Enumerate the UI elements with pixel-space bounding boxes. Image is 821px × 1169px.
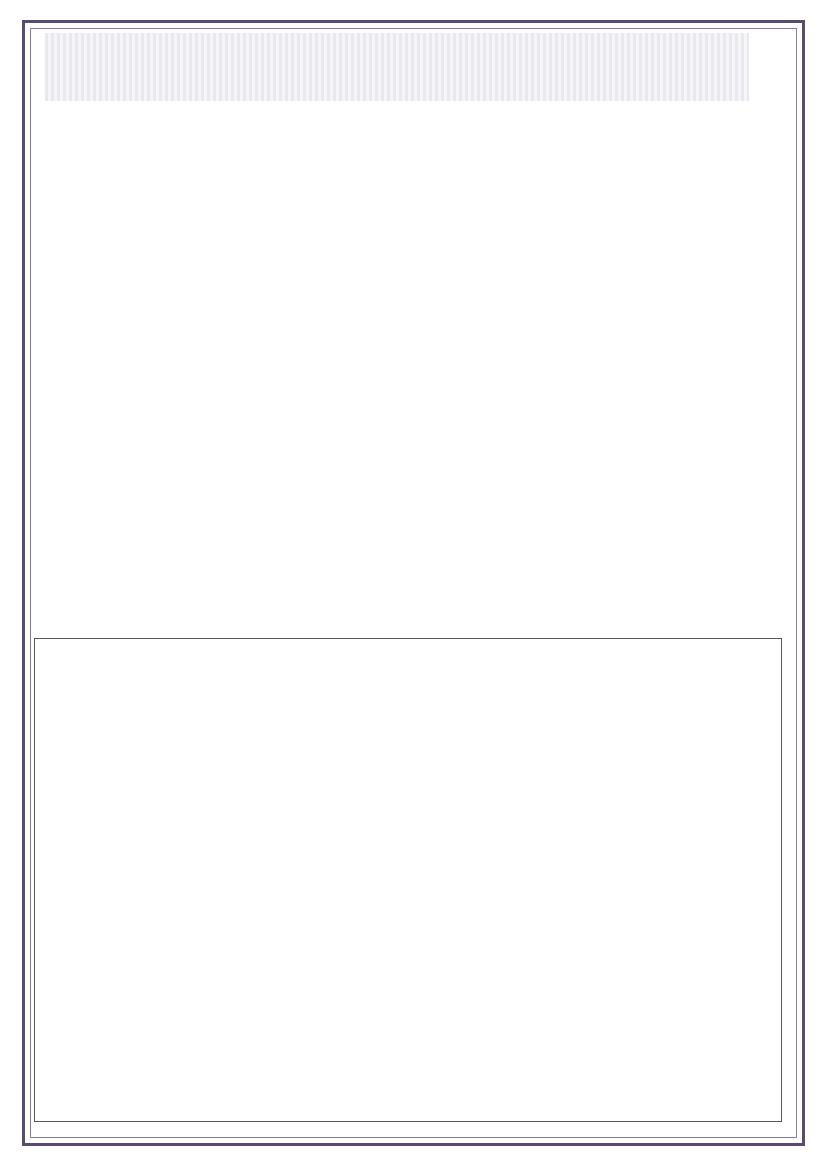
picture-grid [55,156,747,632]
exercise-box [34,638,782,1122]
page-title [52,40,742,96]
